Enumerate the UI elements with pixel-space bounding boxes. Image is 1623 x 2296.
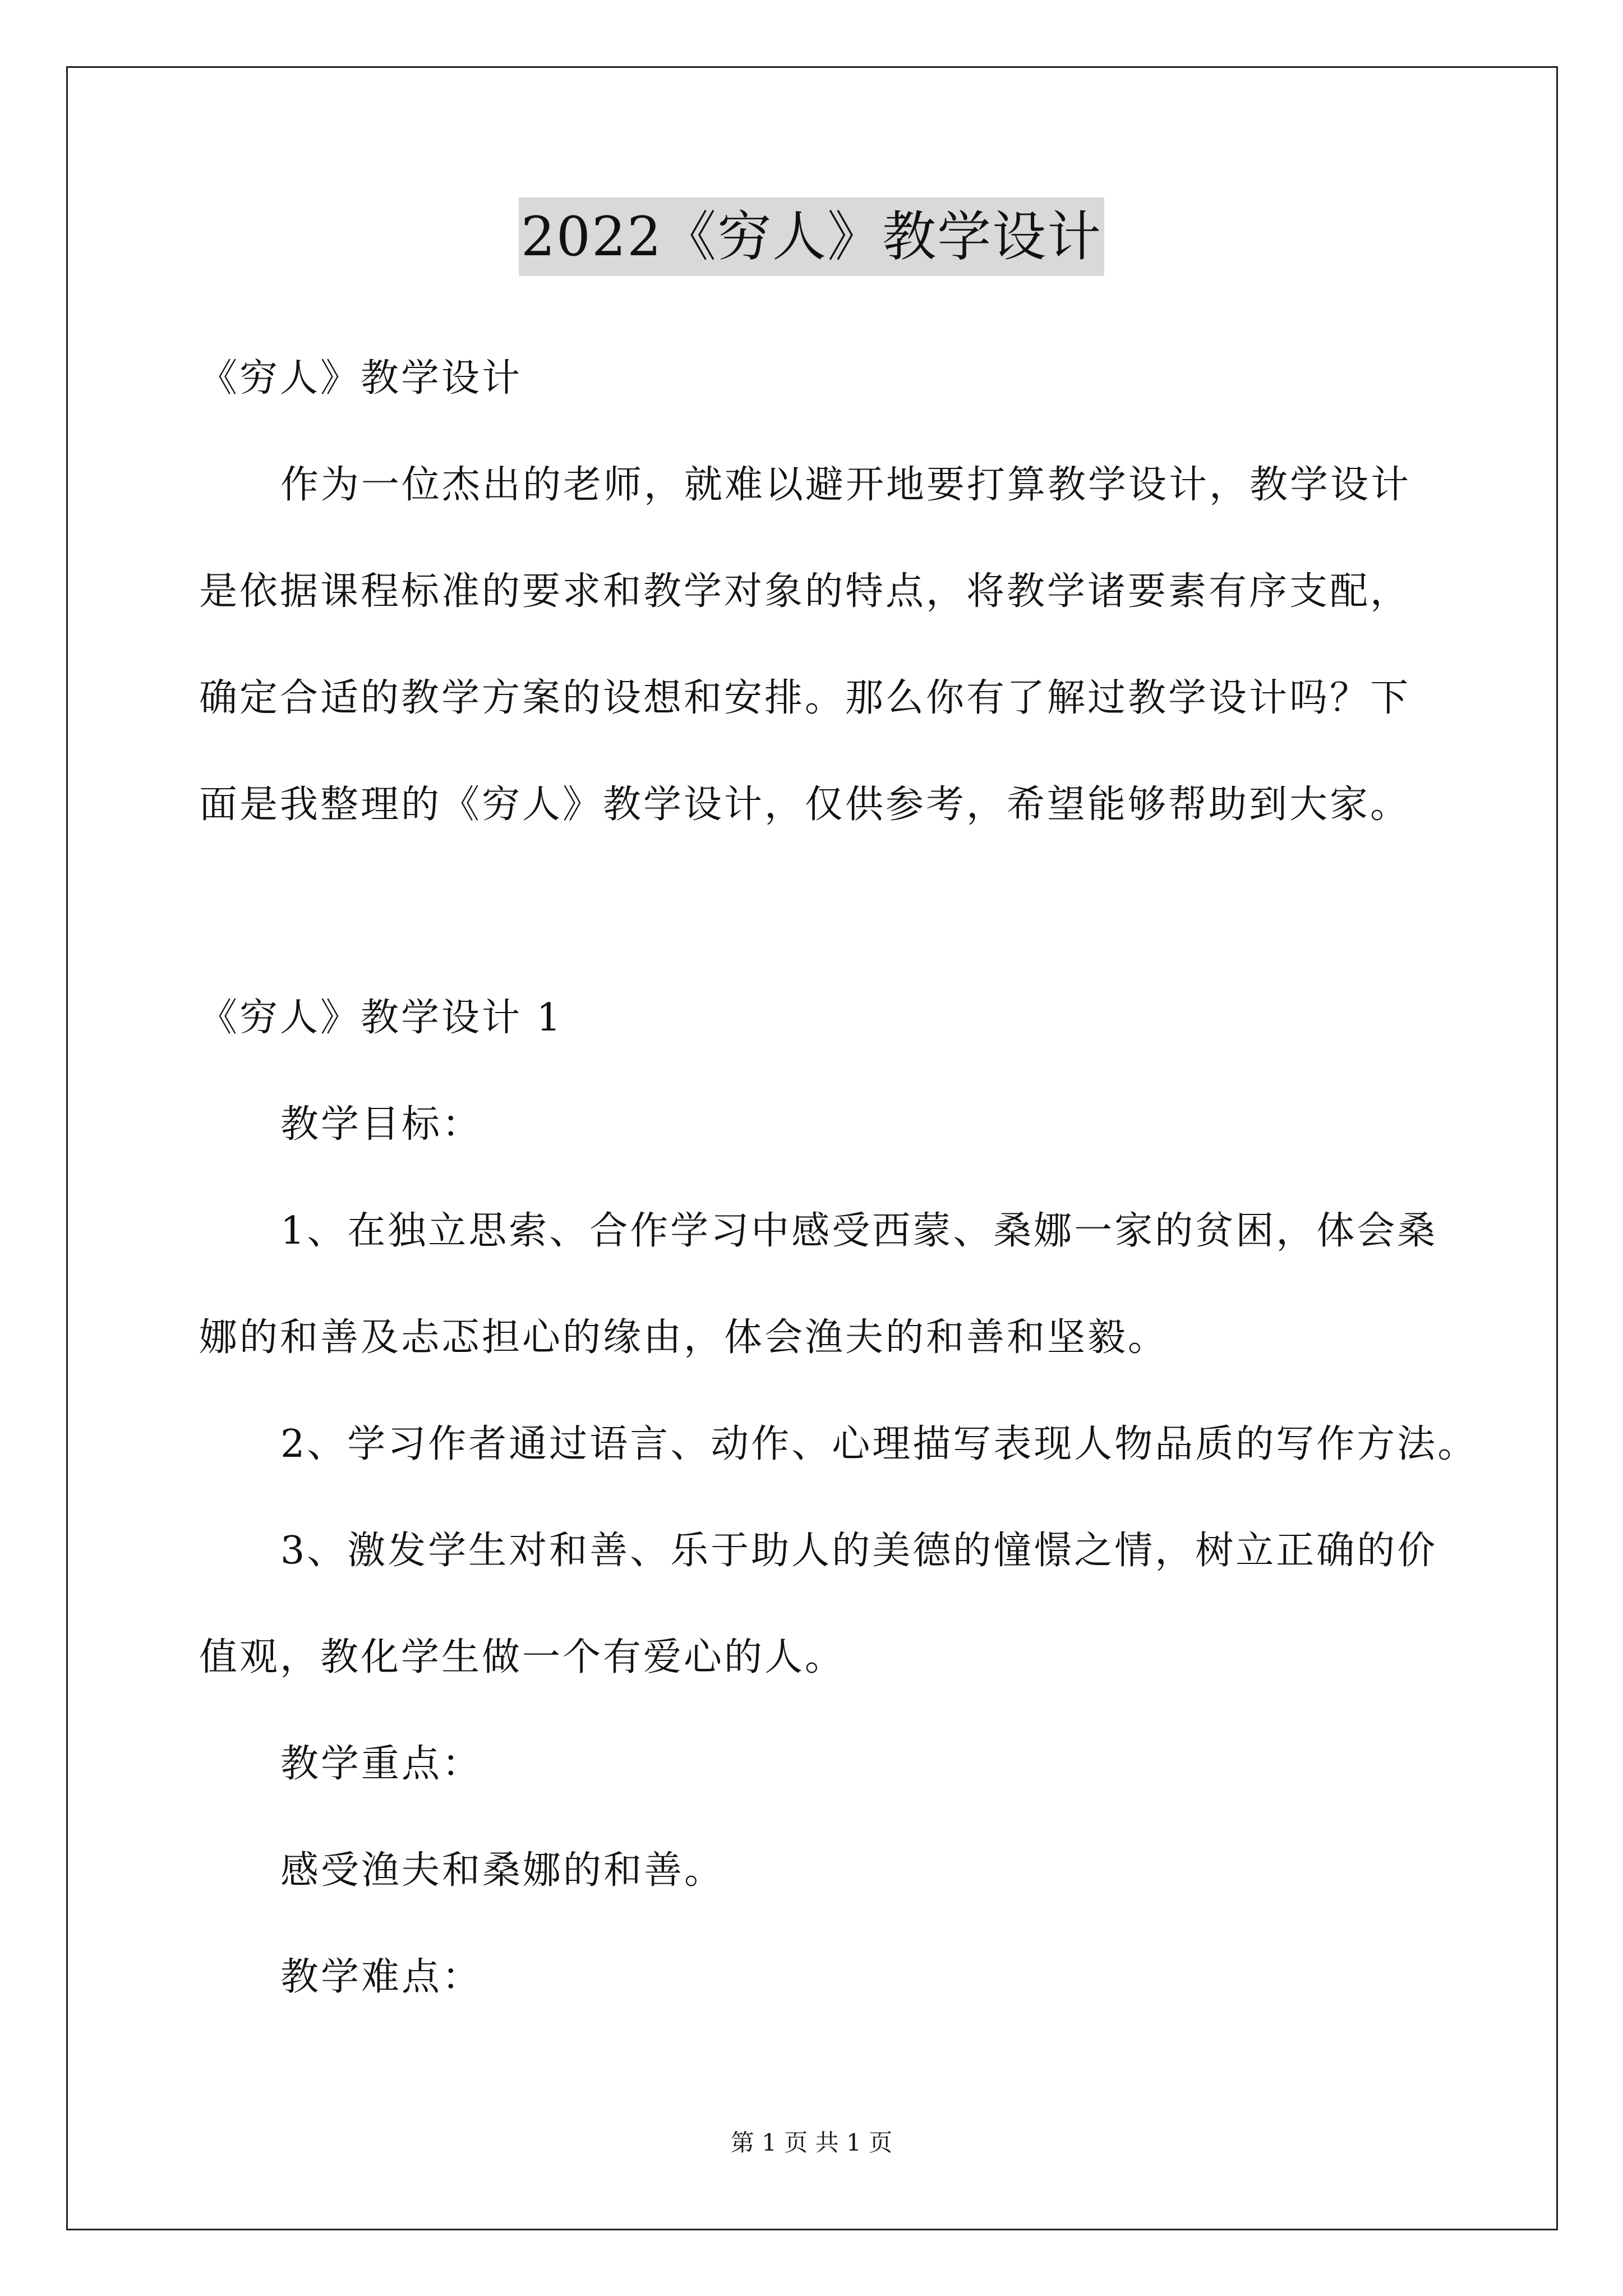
difficulty-label: 教学难点：	[280, 1955, 483, 1999]
intro-line-2: 是依据课程标准的要求和教学对象的特点，将教学诸要素有序支配，	[199, 569, 1411, 614]
key-text: 感受渔夫和桑娜的和善。	[280, 1848, 725, 1893]
goals-label: 教学目标：	[280, 1102, 483, 1147]
intro-line-3: 确定合适的教学方案的设想和安排。那么你有了解过教学设计吗？下	[199, 676, 1411, 720]
intro-line-1: 作为一位杰出的老师，就难以避开地要打算教学设计，教学设计	[280, 463, 1412, 507]
goal-1-line-2: 娜的和善及忐忑担心的缘由，体会渔夫的和善和坚毅。	[199, 1315, 1169, 1360]
goal-3-line-2: 值观，教化学生做一个有爱心的人。	[199, 1635, 846, 1680]
page-footer: 第 1 页 共 1 页	[730, 2129, 893, 2156]
goal-1-line-1: 1、在独立思索、合作学习中感受西蒙、桑娜一家的贫困，体会桑	[280, 1209, 1438, 1253]
section-heading: 《穷人》教学设计 1	[199, 996, 563, 1040]
document-title: 2022《穷人》教学设计	[519, 197, 1104, 276]
goal-2-line: 2、学习作者通过语言、动作、心理描写表现人物品质的写作方法。	[280, 1422, 1478, 1466]
title-wrap	[0, 197, 1623, 276]
subtitle: 《穷人》教学设计	[199, 356, 523, 401]
intro-line-4: 面是我整理的《穷人》教学设计，仅供参考，希望能够帮助到大家。	[199, 783, 1411, 827]
key-label: 教学重点：	[280, 1742, 483, 1786]
goal-3-line-1: 3、激发学生对和善、乐于助人的美德的憧憬之情，树立正确的价	[280, 1529, 1438, 1573]
